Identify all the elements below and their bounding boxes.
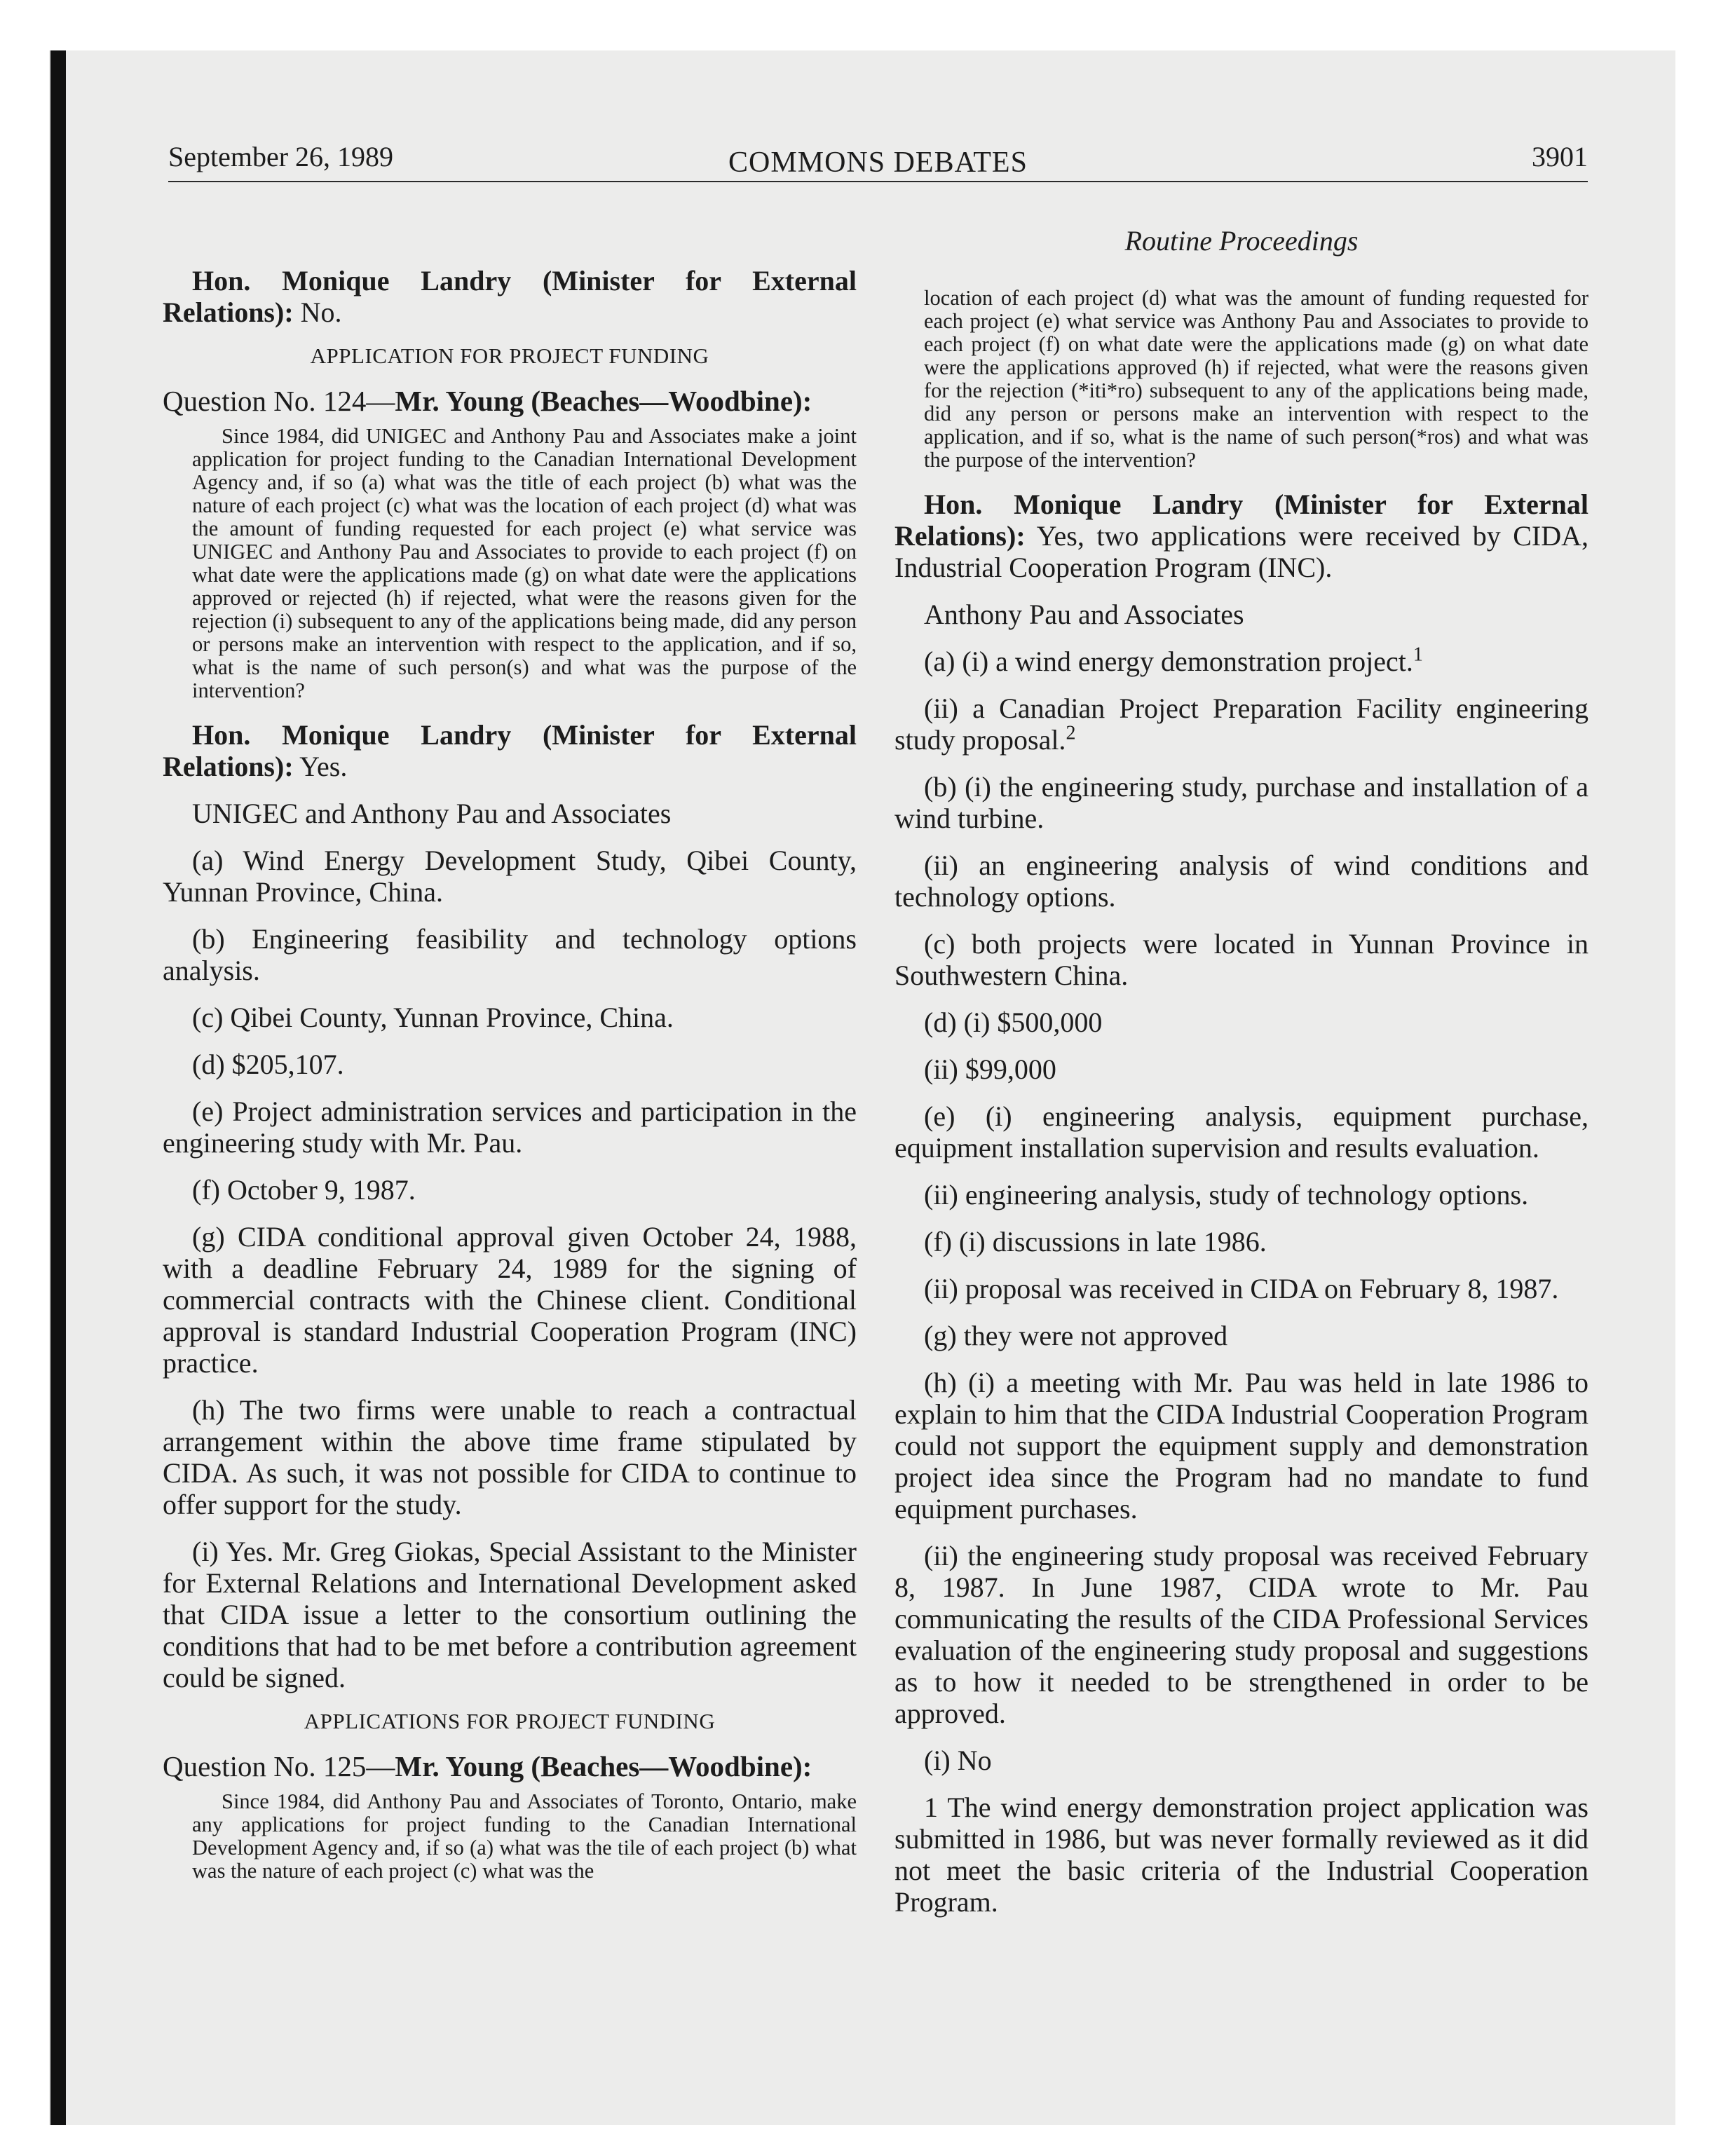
speaker-name: Hon. Monique Landry (Minister for External Relations): <box>163 719 857 782</box>
answer-paragraph: (ii) proposal was received in CIDA on February 8, 1987. <box>924 1273 1559 1304</box>
question-124-heading <box>163 384 857 418</box>
header-date: September 26, 1989 <box>168 141 394 172</box>
speaker-name: Hon. Monique Landry (Minister for External Relations): <box>163 265 857 328</box>
question-125-text: Since 1984, did Anthony Pau and Associates of Toronto, Ontario, make any applications for project funding to the Canadian International Development Agency and, if so (a) what was the tile of each project (b) what was the nature of each project (c) what was the <box>192 1789 857 1883</box>
answer-paragraph: (d) (i) $500,000 <box>924 1007 1103 1038</box>
question-label: Question No. 125— <box>163 1750 395 1782</box>
answer-text: Yes, two applications were received by CIDA, Industrial Cooperation Program (INC). <box>894 520 1588 583</box>
question-125-text-continued: location of each project (d) what was the amount of funding requested for each project (e) what service was Anthony Pau and Associates to provide to each project (f) on what date were the applications made (g) on what date were the applications approved (h) if rejected, what were the reasons given for the rejection (*iti*ro) subsequent to any of the applications being made, did any person or persons make an intervention with respect to the application, and if so, what is the name of such person(*ros) and what was the purpose of the intervention? <box>924 286 1588 472</box>
answer-text: Yes. <box>293 751 348 782</box>
answer-paragraph: (g) CIDA conditional approval given October 24, 1988, with a deadline February 24, 1989 for the signing of commercial contracts with the Chinese client. Conditional approval is standard Industrial Cooperation Program (INC) practice. <box>163 1221 857 1379</box>
question-125-heading <box>163 1749 857 1783</box>
answer-paragraph: (ii) the engineering study proposal was received February 8, 1987. In June 1987, CIDA wrote to Mr. Pau communicating the results of the CIDA Professional Services evaluation of the engineering study proposal and suggestions as to how it needed to be strengthened in order to be approved. <box>894 1540 1588 1729</box>
question-124-text: Since 1984, did UNIGEC and Anthony Pau and Associates make a joint application for project funding to the Canadian International Development Agency and, if so (a) what was the title of each project (b) what was the nature of each project (c) what was the location of each project (d) what was the amount of funding requested for each project (e) what service was UNIGEC and Anthony Pau and Associates to provide to each project (f) on what date were the applications made (g) on what date were the applications approved or rejected (h) if rejected, what were the reasons given for the rejection (i) subsequent to any of the applications being made, did any person or persons make an intervention with respect to the application, and if so, what is the name of such person(s) and what was the purpose of the intervention? <box>192 424 857 702</box>
answer-paragraph: (ii) $99,000 <box>924 1053 1056 1085</box>
answer-text: No. <box>293 296 342 328</box>
answer-paragraph <box>894 692 1588 756</box>
left-column <box>163 265 857 1899</box>
paragraph-text: (a) (i) a wind energy demonstration project. <box>924 646 1413 677</box>
question-label: Question No. 124— <box>163 385 395 417</box>
binding-edge <box>50 50 66 2125</box>
answer-paragraph: (d) $205,107. <box>192 1049 344 1080</box>
answer-paragraph: (i) No <box>924 1745 992 1776</box>
speaker-name: Hon. Monique Landry (Minister for External Relations): <box>894 489 1588 552</box>
answer-paragraph: (e) (i) engineering analysis, equipment purchase, equipment installation supervision and results evaluation. <box>894 1100 1588 1164</box>
answer-paragraph: (f) October 9, 1987. <box>192 1174 416 1206</box>
header-journal-title: COMMONS DEBATES <box>728 146 1028 179</box>
page-header <box>168 140 1588 182</box>
right-column <box>894 224 1588 1933</box>
answer-yes-q124 <box>163 719 857 782</box>
answer-paragraph: (ii) engineering analysis, study of technology options. <box>924 1179 1529 1210</box>
answer-no-q123 <box>163 265 857 328</box>
running-head: Routine Proceedings <box>1124 225 1359 257</box>
answer-paragraph <box>894 643 1588 677</box>
answer-paragraph: (i) Yes. Mr. Greg Giokas, Special Assistant to the Minister for External Relations and International Development asked that CIDA issue a letter to the consortium outlining the conditions that had to be met before a contribution agreement could be signed. <box>163 1536 857 1693</box>
answer-paragraph: (b) (i) the engineering study, purchase and installation of a wind turbine. <box>894 771 1588 834</box>
answer-paragraph: (h) (i) a meeting with Mr. Pau was held in late 1986 to explain to him that the CIDA Industrial Cooperation Program could not support the equipment supply and demonstration project idea since the Program had no mandate to fund equipment purchases. <box>894 1367 1588 1524</box>
section-heading: APPLICATIONS FOR PROJECT FUNDING <box>304 1709 716 1733</box>
answer-paragraph: (f) (i) discussions in late 1986. <box>924 1226 1267 1257</box>
header-rule <box>168 181 1588 182</box>
answer-paragraph: (a) Wind Energy Development Study, Qibei County, Yunnan Province, China. <box>163 845 857 908</box>
header-page-number: 3901 <box>1532 141 1588 172</box>
footnote: 1 The wind energy demonstration project application was submitted in 1986, but was never formally reviewed as it did not meet the basic criteria of the Industrial Cooperation Program. <box>894 1792 1588 1918</box>
section-heading: APPLICATION FOR PROJECT FUNDING <box>310 343 709 368</box>
answer-paragraph: UNIGEC and Anthony Pau and Associates <box>192 798 672 829</box>
paragraph-text: (ii) a Canadian Project Preparation Facility engineering study proposal. <box>894 692 1588 756</box>
answer-paragraph: (e) Project administration services and participation in the engineering study with Mr. Pau. <box>163 1096 857 1159</box>
answer-paragraph: (c) both projects were located in Yunnan Province in Southwestern China. <box>894 928 1588 991</box>
footnote-marker: 2 <box>1066 722 1076 744</box>
answer-paragraph: (ii) an engineering analysis of wind conditions and technology options. <box>894 850 1588 913</box>
answer-paragraph: (c) Qibei County, Yunnan Province, China. <box>192 1002 674 1033</box>
answer-paragraph: (b) Engineering feasibility and technology options analysis. <box>163 923 857 986</box>
answer-paragraph: Anthony Pau and Associates <box>924 599 1244 630</box>
answer-q125 <box>894 489 1588 583</box>
question-asker: Mr. Young (Beaches—Woodbine): <box>395 385 812 417</box>
answer-paragraph: (g) they were not approved <box>924 1320 1228 1351</box>
footnote-marker: 1 <box>1413 643 1423 666</box>
question-asker: Mr. Young (Beaches—Woodbine): <box>395 1750 812 1782</box>
answer-paragraph: (h) The two firms were unable to reach a contractual arrangement within the above time frame stipulated by CIDA. As such, it was not possible for CIDA to continue to offer support for the study. <box>163 1394 857 1520</box>
